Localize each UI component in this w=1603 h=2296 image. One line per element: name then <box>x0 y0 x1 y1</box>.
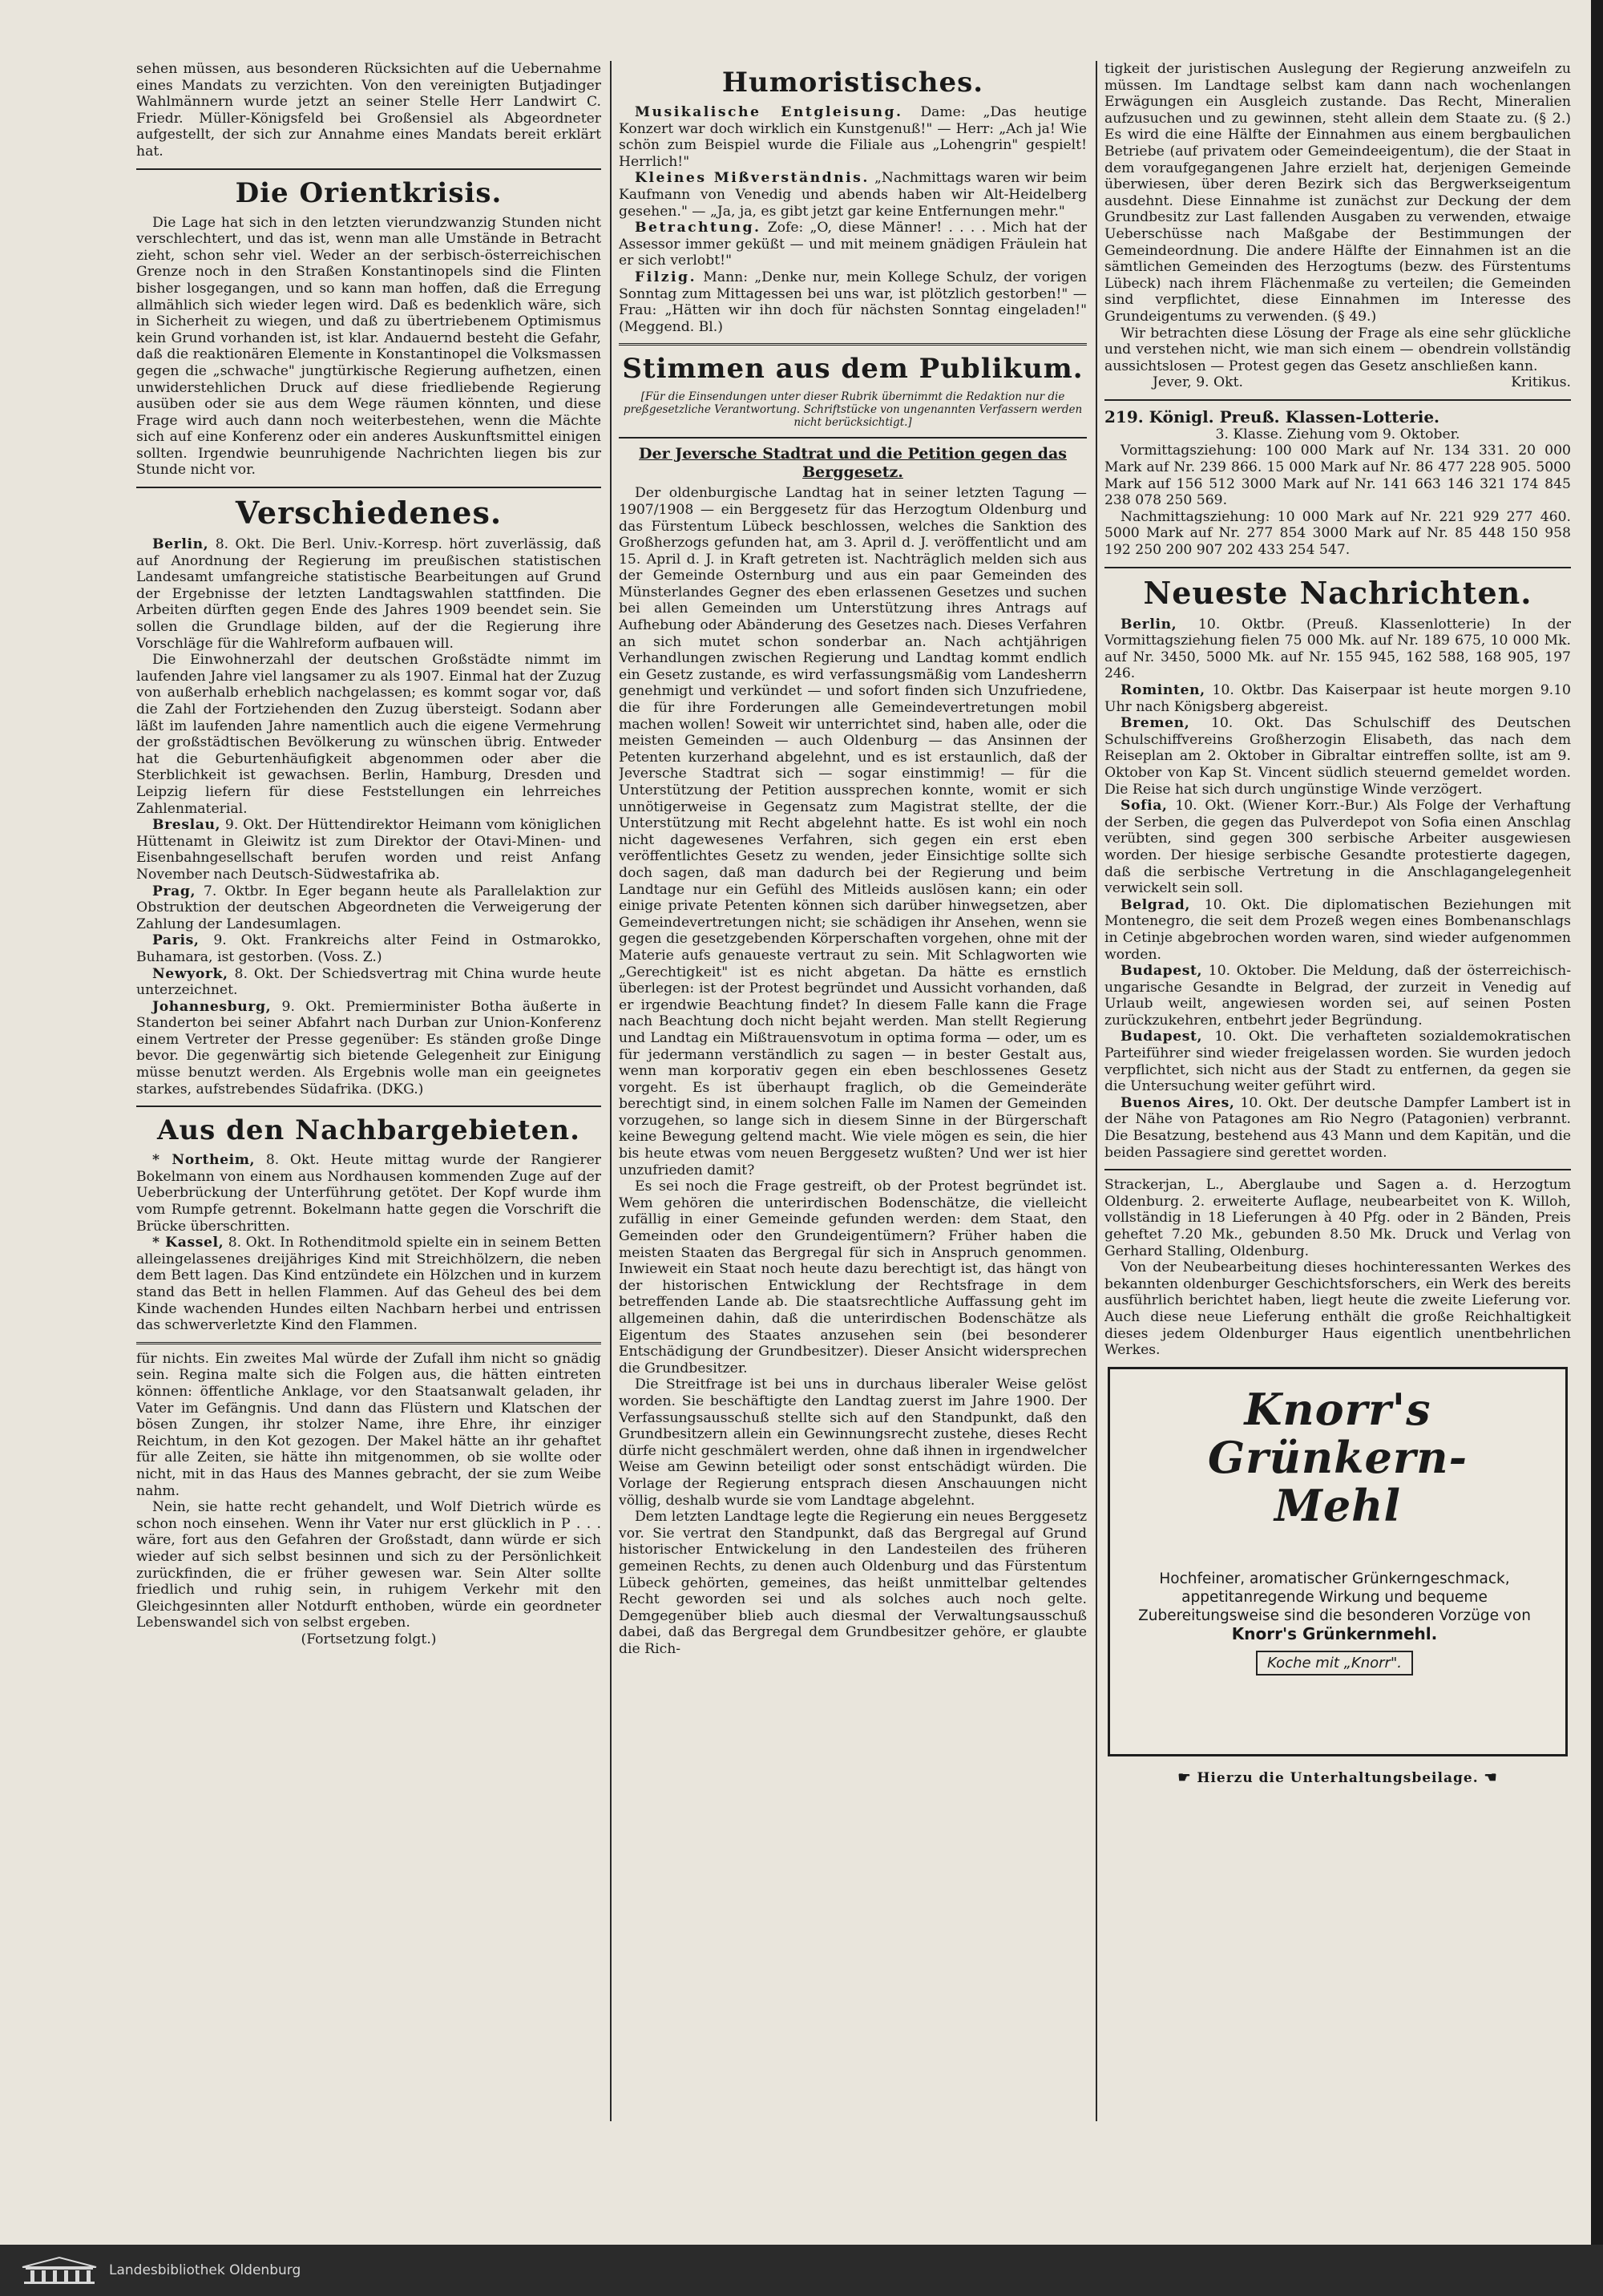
news-dateline: Berlin, <box>1120 616 1177 633</box>
news-dateline: Johannesburg, <box>152 998 272 1015</box>
library-building-icon <box>19 2256 99 2285</box>
page-edge <box>1591 0 1603 2245</box>
news-dateline: Budapest, <box>1120 1029 1203 1045</box>
joke <box>619 220 1087 269</box>
joke-title: Filzig. <box>635 269 697 285</box>
divider <box>136 168 601 170</box>
divider <box>136 1106 601 1107</box>
news-item <box>1104 616 1571 682</box>
joke <box>619 104 1087 170</box>
news-dateline: Newyork, <box>152 965 228 982</box>
signature-line <box>1104 374 1571 391</box>
orient-headline: Die Orientkrisis. <box>235 176 503 209</box>
news-item <box>1104 798 1571 897</box>
news-dateline: Breslau, <box>152 817 221 834</box>
news-dateline: * Kassel, <box>152 1235 224 1251</box>
divider <box>619 437 1087 439</box>
supplement-text: Hierzu die Unterhaltungsbeilage. <box>1197 1769 1479 1786</box>
news-item <box>136 883 601 933</box>
misc-headline: Verschiedenes. <box>235 495 503 532</box>
column-rule <box>610 61 612 2121</box>
divider <box>619 343 1087 346</box>
news-text: 9. Okt. Frankreichs alter Feind in Ostmarokko, Buhamara, ist gestorben. (Voss. Z.) <box>136 932 601 965</box>
book-notice: Strackerjan, L., Aberglaube und Sagen a. d. Herzogtum Oldenburg. 2. erweiterte Auflage, neubearbeitet von K. Willoh, vollständig in 18 Lieferungen à 40 Pfg. oder in 2 Bänden, Preis geheftet 7.20 Mk., gebunden 8.50 Mk. Druck und Verlag von Gerhard Stalling, Oldenburg. <box>1104 1177 1571 1259</box>
divider <box>1104 1169 1571 1170</box>
neueste-headline: Neueste Nachrichten. <box>1143 574 1532 611</box>
continuation-note: (Fortsetzung folgt.) <box>301 1631 437 1647</box>
article-headline: Der Jeversche Stadtrat und die Petition gegen das Berggesetz. <box>639 445 1067 482</box>
stimmen-headline: Stimmen aus dem Publikum. <box>622 353 1084 386</box>
article-paragraph: Dem letzten Landtage legte die Regierung ein neues Berggesetz vor. Sie vertrat den Standpunkt, daß das Bergregal auf Grund historischer Entwickelung in den Landesteilen des früheren gemeinen Rechts, zu denen auch Oldenburg und das Fürstentum Lübeck gehörten, gemeines, das heißt unmittelbar geltendes Recht geworden sei und als solches auch noch gelte. Demgegenüber blieb auch diesmal der Verwaltungsausschuß dabei, daß das Bergregal dem Grundbesitzer gehöre, er glaubte die Rich- <box>619 1509 1087 1657</box>
article-paragraph: Die Streitfrage ist bei uns in durchaus liberaler Weise gelöst worden. Sie beschäftigte den Landtag zuerst im Jahre 1900. Der Verfassungsausschuß stellte sich auf den Standpunkt, daß den Grundbesitzern allein ein Gewinnungsrecht zustehe, dieses Recht dürfe nicht geschmälert werden, ohne daß ihnen in irgendwelcher Weise am Gewinn beteiligt oder sonst entschädigt würden. Die Vorlage der Regierung entsprach diesen Anschauungen nicht völlig, deshalb wurde sie vom Landtage abgelehnt. <box>619 1376 1087 1509</box>
joke <box>619 170 1087 220</box>
news-dateline: Bremen, <box>1120 715 1190 732</box>
supplement-hint <box>1104 1769 1571 1786</box>
joke-title: Betrachtung. <box>635 220 761 236</box>
news-text: 10. Oktober. Die Meldung, daß der österreichisch-ungarische Gesandte in Belgrad, der zurzeit in Venedig auf Urlaub weilt, angewiesen worden sei, auf seinen Posten zurückzukehren, entbehrt jeder Begründung. <box>1104 963 1571 1029</box>
article-paragraph: Es sei noch die Frage gestreift, ob der Protest begründet ist. Wem gehören die unterirdischen Bodenschätze, die vielleicht zufällig in einer Gemeinde gefunden werden: dem Staat, den Gemeinden oder den Grundeigentümern? Früher haben die meisten Staaten das Bergregal für sich in Anspruch genommen. Inwieweit ein Staat noch heute dazu berechtigt ist, das hängt von der historischen Entwicklung der Rechtsfrage in dem betreffenden Lande ab. Die staatsrechtliche Auffassung geht im allgemeinen dahin, daß die unterirdischen Bodenschätze als Eigentum des Staates anzusehen sein (bei besonderer Entschädigung der Grundbesitzer). Dieser Ansicht widersprechen die Grundbesitzer. <box>619 1178 1087 1376</box>
news-item <box>1104 897 1571 963</box>
news-item <box>136 999 601 1098</box>
story-paragraph: für nichts. Ein zweites Mal würde der Zufall ihm nicht so gnädig sein. Regina malte sich die Folgen aus, die hätten eintreten können: öffentliche Anklage, vor den Staatsanwalt geladen, ihr Vater im Gefängnis. Und dann das Flüstern und Klatschen der bösen Zungen, ihr stolzer Name, ihre Ehre, ihr einziger Reichtum, in den Kot gezogen. Der Makel hätte an ihr gehaftet für alle Zeiten, sie hätte ihn mitgenommen, ob sie wollte oder nicht, mit in das Haus des Mannes gebracht, der sie zum Weibe nahm. <box>136 1350 601 1499</box>
news-text: 8. Okt. Heute mittag wurde der Rangierer Bokelmann von einem aus Nordhausen kommenden Zuge auf der Ueberbrückung der Unterführung getötet. Der Kopf wurde ihm vom Rumpfe getrennt. Bokelmann hatte gegen die Vorschrift die Brücke überschritten. <box>136 1152 601 1235</box>
news-dateline: Belgrad, <box>1120 896 1191 913</box>
ad-title-line: Grünkern- <box>1208 1431 1468 1483</box>
news-dateline: Sofia, <box>1120 798 1168 815</box>
news-dateline: Budapest, <box>1120 963 1203 980</box>
ad-body <box>1126 1570 1543 1676</box>
column-2 <box>619 61 1087 2145</box>
article-paragraph: Der oldenburgische Landtag hat in seiner letzten Tagung — 1907/1908 — ein Berggesetz für das Herzogtum Oldenburg und das Fürstentum Lübeck beschlossen, welches die Sanktion des Großherzogs gefunden hat, am 3. April d. J. veröffentlicht und am 15. April d. J. in Kraft getreten ist. Nachträglich melden sich aus der Gemeinde Osternburg und aus ein paar Gemeinden des Münsterlandes Gegner des eben erlassenen Gesetzes und suchen bei allen Gemeinden um Unterstützung ihres Antrags auf Aufhebung oder Abänderung des Gesetzes nach. Dieses Verfahren an sich mutet schon sonderbar an. Nach achtjährigen Verhandlungen zwischen Regierung und Landtag kommt endlich ein Gesetz zustande, es wird verfassungsmäßig vom Landesherrn genehmigt und verkündet — und sofort finden sich Unzufriedene, die für ihre Forderungen alle Gemeindevertretungen mobil machen wollen! Soweit wir unterrichtet sind, haben alle, oder die meisten Gemeinden — auch Oldenburg — das Ansinnen der Petenten kurzerhand abgelehnt, und es ist erstaunlich, daß der Jeversche Stadtrat sich — sogar einstimmig! — für die Unterstützung der Petition aussprechen konnte, womit er sich unnötigerweise in Gegensatz zum Magistrat stellte, der die Unterstützung mit Recht abgelehnt hatte. Es ist wohl ein noch nicht dagewesenes Verfahren, sich gegen ein erst eben veröffentlichtes Gesetz zu wenden, jeder Einsichtige sollte sich doch sagen, daß man dadurch bei der Regierung und beim Landtage nur ein Gefühl des Mitleids auslösen kann; ein oder einige private Petenten können sich darüber hinwegsetzen, aber Gemeindevertretungen nicht; sie schädigen ihr Ansehen, wenn sie gegen die gesetzgebenden Körperschaften vorgehen, ohne mit der Materie aufs genaueste vertraut zu sein. Mit Schlagworten wie „Gerechtigkeit" ist es nicht abgetan. Da hätte es ernstlich überlegen: ist der Protest begründet und Aussicht vorhanden, daß er irgendwie Beachtung findet? In diesem Falle kann die Frage nach Beachtung doch nicht bejaht werden. Man stellt Regierung und Landtag ein Mißtrauensvotum in optima forma — oder, um es für jedermann verständlich zu sagen — in bester Gestalt aus, wenn man korporativ gegen ein eben beschlossenes Gesetz vorgeht. Es ist überhaupt fraglich, ob die Gemeinderäte berechtigt sind, in einem solchen Falle im Namen der Gemeinden vorzugehen, so lange sich in diesem Sinne in der Bürgerschaft keine Bewegung geltend macht. Wie viele mögen es sein, die hier bis heute etwas vom neuen Berggesetz wußten? Und wer ist hier unzufrieden damit? <box>619 485 1087 1178</box>
column-rule <box>1096 61 1097 2121</box>
ad-brand: Knorr's Grünkernmehl. <box>1231 1623 1438 1643</box>
news-item <box>136 817 601 883</box>
news-text: 9. Okt. Premierminister Botha äußerte in Standerton bei seiner Abfahrt nach Durban zur Union-Konferenz einem Vertreter der Presse gegenüber: Es ständen große Dinge bevor. Die gegenwärtig sich bietende Gelegenheit zur Einigung müsse benutzt werden. Als Ergebnis wolle man ein geeignetes starkes, aufstrebendes Südafrika. (DKG.) <box>136 998 601 1097</box>
news-text: 10. Oktbr. Das Kaiserpaar ist heute morgen 9.10 Uhr nach Königsberg abgereist. <box>1104 682 1571 715</box>
news-text: 10. Okt. Das Schulschiff des Deutschen Schulschiffvereins Großherzogin Elisabeth, das nach dem Reiseplan am 2. Oktober in Gibraltar eintreffen sollte, ist am 9. Oktober von Kap St. Vincent südlich steuernd gemeldet worden. Die Reise hat sich durch ungünstige Winde verzögert. <box>1104 715 1571 798</box>
orient-paragraph: Die Lage hat sich in den letzten vierundzwanzig Stunden nicht verschlechtert, und das ist, wenn man alle Umstände in Betracht zieht, schon sehr viel. Weder an der serbisch-österreichischen Grenze noch in den Straßen Konstantinopels sind die Flinten bisher losgegangen, und so kann man hoffen, daß die Erregung allmählich sich wieder legen wird. Daß es bedenklich wäre, sich in Sicherheit zu wiegen, und daß zu übertriebenem Optimismus kein Grund vorhanden ist, ist klar. Andauernd besteht die Gefahr, daß die reaktionären Elemente in Konstantinopel die Volksmassen gegen die „schwache" jungtürkische Regierung aufhetzen, einen unwiderstehlichen Druck auf diese friedliebende Regierung ausüben oder sie aus dem Wege räumen könnten, und diese Frage wird auch dann noch weiterbestehen, wenn die Mächte sich auf eine Konferenz oder ein anderes Auskunftsmittel einigen sollten. Irgendwie beunruhigende Nachrichten liegen bis zur Stunde nicht vor. <box>136 214 601 479</box>
humor-headline: Humoristisches. <box>721 67 984 99</box>
news-item <box>1104 963 1571 1029</box>
news-text: 10. Okt. (Wiener Korr.-Bur.) Als Folge der Verhaftung der Serben, die gegen das Pulverdepot von Sofia einen Anschlag verübten, sind gegen 300 serbische Arbeiter ausgewiesen worden. Der hiesige serbische Gesandte protestierte dagegen, daß die serbische Vertretung in die Anschlagangelegenheit verwickelt sein soll. <box>1104 798 1571 897</box>
signature-name: Kritikus. <box>1511 374 1571 391</box>
joke <box>619 269 1087 335</box>
news-dateline: Buenos Aires, <box>1120 1094 1235 1111</box>
footer-bar <box>0 2245 1603 2296</box>
lottery-afternoon: Nachmittagsziehung: 10 000 Mark auf Nr. 221 929 277 460. 5000 Mark auf Nr. 277 854 3000 Mark auf Nr. 85 448 150 958 192 250 200 907 202 433 254 547. <box>1104 508 1571 559</box>
knorr-advertisement <box>1108 1367 1568 1756</box>
editorial-note: [Für die Einsendungen unter dieser Rubrik übernimmt die Redaktion nur die preßgesetzliche Verantwortung. Schriftstücke von ungenannten Verfassern werden nicht berücksichtigt.] <box>623 390 1083 430</box>
pointing-hand-icon: ☚ <box>1484 1768 1498 1786</box>
news-item <box>1104 715 1571 798</box>
column-3 <box>1104 61 1571 2145</box>
news-dateline: Berlin, <box>152 536 209 553</box>
divider <box>136 1342 601 1344</box>
news-text: 8. Okt. Der Schiedsvertrag mit China wurde heute unterzeichnet. <box>136 965 601 999</box>
ad-description: Hochfeiner, aromatischer Grünkerngeschmack, appetitanregende Wirkung und bequeme Zubereitungsweise sind die besonderen Vorzüge von <box>1138 1570 1531 1624</box>
news-text: 10. Okt. Der deutsche Dampfer Lambert ist in der Nähe von Patagones am Rio Negro (Patagonien) verbrannt. Die Besatzung, bestehend aus 43 Mann und dem Kapitän, und die beiden Passagiere sind gerettet worden. <box>1104 1094 1571 1161</box>
news-item <box>1104 682 1571 715</box>
lottery-headline: 219. Königl. Preuß. Klassen-Lotterie. <box>1104 406 1440 426</box>
book-review: Von der Neubearbeitung dieses hochinteressanten Werkes des bekannten oldenburger Geschichtsforschers, ein Werk des bereits ausführlich berichtet haben, liegt heute die zweite Lieferung vor. Auch diese neue Lieferung enthält die große Reichhaltigkeit dieses jedem Oldenburger Haus eigentlich unentbehrlichen Werkes. <box>1104 1259 1571 1359</box>
news-item <box>1104 1095 1571 1161</box>
joke-title: Musikalische Entgleisung. <box>635 104 903 120</box>
news-item <box>136 1235 601 1334</box>
ad-title-line: Knorr's <box>1244 1383 1431 1435</box>
signature-place: Jever, 9. Okt. <box>1153 374 1243 391</box>
news-item <box>1104 1029 1571 1094</box>
ad-title-line: Mehl <box>1274 1479 1401 1531</box>
news-item <box>136 652 601 817</box>
news-dateline: * Northeim, <box>152 1152 256 1169</box>
lottery-class: 3. Klasse. Ziehung vom 9. Oktober. <box>1215 426 1460 443</box>
pointing-hand-icon: ☛ <box>1177 1768 1192 1786</box>
article-conclusion: Wir betrachten diese Lösung der Frage als eine sehr glückliche und verstehen nicht, wie man sich einem — obendrein vollständig aussichtslosen — Protest gegen das Gesetz anschließen kann. <box>1104 325 1571 374</box>
news-item <box>136 536 601 652</box>
lottery-morning: Vormittagsziehung: 100 000 Mark auf Nr. 134 331. 20 000 Mark auf Nr. 239 866. 15 000 Mark auf Nr. 86 477 228 905. 5000 Mark auf 156 512 3000 Mark auf Nr. 141 663 146 321 174 845 238 078 250 569. <box>1104 443 1571 509</box>
divider <box>136 487 601 488</box>
joke-text: Dame: „Das heutige Konzert war doch wirklich ein Kunstgenuß!" — Herr: „Ach ja! Wie schön zum Beispiel wurde die Filiale aus „Lohengrin" gespielt! Herrlich!" <box>619 104 1087 170</box>
divider <box>1104 399 1571 401</box>
column-1 <box>136 61 601 2145</box>
library-name: Landesbibliothek Oldenburg <box>109 2262 301 2278</box>
news-text: 10. Okt. Die diplomatischen Beziehungen mit Montenegro, die seit dem Prozeß wegen eines Bombenanschlags in Cetinje abgebrochen worden waren, sind wieder aufgenommen worden. <box>1104 896 1571 963</box>
ad-title <box>1110 1385 1565 1530</box>
intro-paragraph: sehen müssen, aus besonderen Rücksichten auf die Uebernahme eines Mandats zu verzichten. Von den vereinigten Butjadinger Wahlmännern wurde jetzt an seiner Stelle Herr Landwirt C. Friedr. Müller-Königsfeld bei Großensiel als Abgeordneter aufgestellt, der sich zur Annahme eines Mandats bereit erklärt hat. <box>136 61 601 160</box>
news-item <box>136 932 601 965</box>
ad-slogan: Koche mit „Knorr". <box>1256 1651 1413 1676</box>
news-dateline: Rominten, <box>1120 682 1205 698</box>
divider <box>1104 567 1571 568</box>
news-text: 9. Okt. Der Hüttendirektor Heimann vom königlichen Hüttenamt in Gleiwitz ist zum Direktor der Otavi-Minen- und Eisenbahngesellschaft berufen worden und reist Anfang November nach Deutsch-Südwestafrika ab. <box>136 817 601 883</box>
joke-text: Zofe: „O, diese Männer! . . . . Mich hat der Assessor immer geküßt — und mit meinem gnädigen Fräulein hat er sich verlobt!" <box>619 220 1087 269</box>
news-dateline: Prag, <box>152 883 196 899</box>
news-text: Die Einwohnerzahl der deutschen Großstädte nimmt im laufenden Jahre viel langsamer zu als 1907. Einmal hat der Zuzug von außerhalb erheblich nachgelassen; es kommt sogar vor, daß die Zahl der Fortziehenden den Zuzug übersteigt. Sodann aber läßt im laufenden Jahre namentlich auch die eigene Vermehrung der großstädtischen Bevölkerung zu wünschen übrig. Entweder hat die Geburtenhäufigkeit abgenommen oder aber die Sterblichkeit ist gewachsen. Berlin, Hamburg, Dresden und Leipzig liefern für diese Feststellungen ein lehrreiches Zahlenmaterial. <box>136 652 601 817</box>
news-text: 10. Oktbr. (Preuß. Klassenlotterie) In der Vormittagsziehung fielen 75 000 Mk. auf Nr. 189 675, 10 000 Mk. auf Nr. 3450, 5000 Mk. auf Nr. 155 945, 162 588, 168 905, 197 246. <box>1104 616 1571 682</box>
joke-title: Kleines Mißverständnis. <box>635 170 870 187</box>
news-text: 8. Okt. In Rothenditmold spielte ein in seinem Betten alleingelassenes dreijähriges Kind mit Streichhölzern, die neben dem Bett lagen. Das Kind entzündete ein Hölzchen und in kurzem stand das Bett in hellen Flammen. Auf das Geheul des bei dem Kinde wachenden Hundes eilten Nachbarn herbei und entrissen das schwerverletzte Kind den Flammen. <box>136 1235 601 1334</box>
news-text: 7. Oktbr. In Eger begann heute als Parallelaktion zur Obstruktion der deutschen Abgeordneten die Verweigerung der Zahlung der Landesumlagen. <box>136 883 601 932</box>
news-text: 10. Okt. Die verhafteten sozialdemokratischen Parteiführer sind wieder freigelassen worden. Sie wurden jedoch verpflichtet, sich nicht aus der Stadt zu entfernen, da gegen sie die Untersuchung weiter geführt wird. <box>1104 1029 1571 1095</box>
joke-text: „Nachmittags waren wir beim Kaufmann von Venedig und abends haben wir Alt-Heidelberg gesehen." — „Ja, ja, es gibt jetzt gar keine Entfernungen mehr." <box>619 170 1087 220</box>
news-item <box>136 966 601 999</box>
news-text: 8. Okt. Die Berl. Univ.-Korresp. hört zuverlässig, daß auf Anordnung der Regierung im preußischen statistischen Landesamt umfangreiche statistische Bearbeitungen auf Grund der Ergebnisse der letzten Landtagswahlen stattfinden. Die Arbeiten dürften gegen Ende des Jahres 1909 beendet sein. Sie sollen die Grundlage bilden, auf der die Regierung ihre Vorschläge für die Wahlreform aufbauen will. <box>136 536 601 652</box>
joke-text: Mann: „Denke nur, mein Kollege Schulz, der vorigen Sonntag zum Mittagessen bei uns war, ist plötzlich gestorben!" — Frau: „Hätten wir ihn doch für nächsten Sonntag eingeladen!" (Meggend. Bl.) <box>619 269 1087 335</box>
news-item <box>136 1152 601 1235</box>
story-paragraph: Nein, sie hatte recht gehandelt, und Wolf Dietrich würde es schon noch einsehen. Wenn ihr Vater nur erst glücklich in P . . . wäre, fort aus den Gefahren der Großstadt, dann würde er sich wieder auf sich selbst besinnen und sich zu der Persönlichkeit zurückfinden, die er früher gewesen war. Sein Alter sollte friedlich und ruhig sein, in ruhigem Verkehr mit den Gleichgesinnten aller Notdurft enthoben, würde ein geordneter Lebenswandel sich von selbst ergeben. <box>136 1499 601 1631</box>
news-dateline: Paris, <box>152 932 200 949</box>
misc-list <box>136 536 601 1097</box>
nachbar-headline: Aus den Nachbargebieten. <box>157 1114 580 1147</box>
article-continuation: tigkeit der juristischen Auslegung der Regierung anzweifeln zu müssen. Im Landtage selbst kam dann nach wochenlangen Erwägungen ein Ausgleich zustande. Das Recht, Mineralien aufzusuchen und zu gewinnen, steht allein dem Staate zu. (§ 2.) Es wird die eine Hälfte der Einnahmen aus einem bergbaulichen Betriebe (auf privatem oder Gemeindeeigentum), die der Staat in dem voraufgegangenen Jahre erzielt hat, derjenigen Gemeinde überwiesen, über deren Bezirk sich das Bergwerkseigentum ausdehnt. Diese Einnahme ist zunächst zur Deckung der dem Grundbesitz zur Last fallenden Ausgaben zu verwenden, etwaige Ueberschüsse nach Maßgabe der Bestimmungen der Gemeindeordnung. Die andere Hälfte der Einnahmen ist an die sämtlichen Gemeinden des Herzogtums (bezw. des Fürstentums Lübeck) nach ihrem Flächenmaße zu verteilen; die Gemeinden sind verpflichtet, diese Einnahmen im Interesse des Grundeigentums zu verwenden. (§ 49.) <box>1104 61 1571 325</box>
